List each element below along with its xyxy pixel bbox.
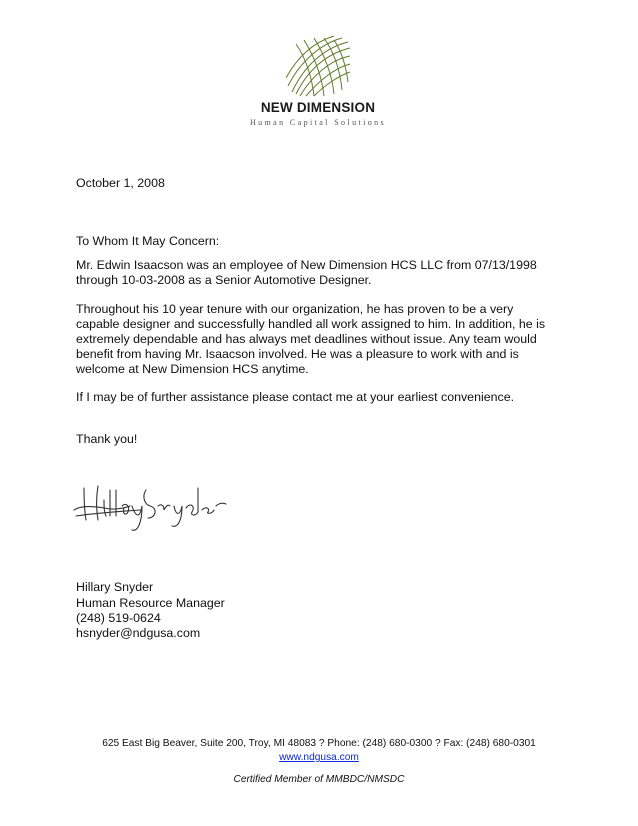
signatory-email: hsnyder@ndgusa.com xyxy=(76,626,201,640)
paragraph-line: welcome at New Dimension HCS anytime. xyxy=(76,362,309,376)
salutation: To Whom It May Concern: xyxy=(76,234,220,248)
paragraph-line: benefit from having Mr. Isaacson involved. He was a pleasure to work with and is xyxy=(76,347,519,361)
footer-website-row xyxy=(0,752,638,763)
signatory-phone: (248) 519-0624 xyxy=(76,611,161,625)
company-logo xyxy=(248,36,388,132)
handwritten-signature xyxy=(70,476,230,541)
letter-date: October 1, 2008 xyxy=(76,176,165,190)
paragraph-contact: If I may be of further assistance please contact me at your earliest convenience. xyxy=(76,390,515,404)
paragraph-line: Throughout his 10 year tenure with our organization, he has proven to be a very xyxy=(76,302,514,316)
footer-address: 625 East Big Beaver, Suite 200, Troy, MI 48083 ? Phone: (248) 680-0300 ? Fax: (248) 680-0301 xyxy=(102,738,536,749)
company-name: NEW DIMENSION xyxy=(260,100,376,115)
website-link[interactable]: www.ndgusa.com xyxy=(279,752,359,763)
paragraph-line: through 10-03-2008 as a Senior Automotive Designer. xyxy=(76,273,372,287)
signatory-name: Hillary Snyder xyxy=(76,580,154,594)
globe-mesh-icon xyxy=(284,36,352,98)
closing: Thank you! xyxy=(76,432,138,446)
signatory-title: Human Resource Manager xyxy=(76,596,225,610)
paragraph-line: Mr. Edwin Isaacson was an employee of New Dimension HCS LLC from 07/13/1998 xyxy=(76,258,537,272)
company-tagline: Human Capital Solutions xyxy=(249,118,387,127)
paragraph-line: capable designer and successfully handled all work assigned to him. In addition, he is xyxy=(76,317,546,331)
footer-certification: Certified Member of MMBDC/NMSDC xyxy=(233,774,405,785)
paragraph-line: extremely dependable and has always met deadlines without issue. Any team would xyxy=(76,332,537,346)
